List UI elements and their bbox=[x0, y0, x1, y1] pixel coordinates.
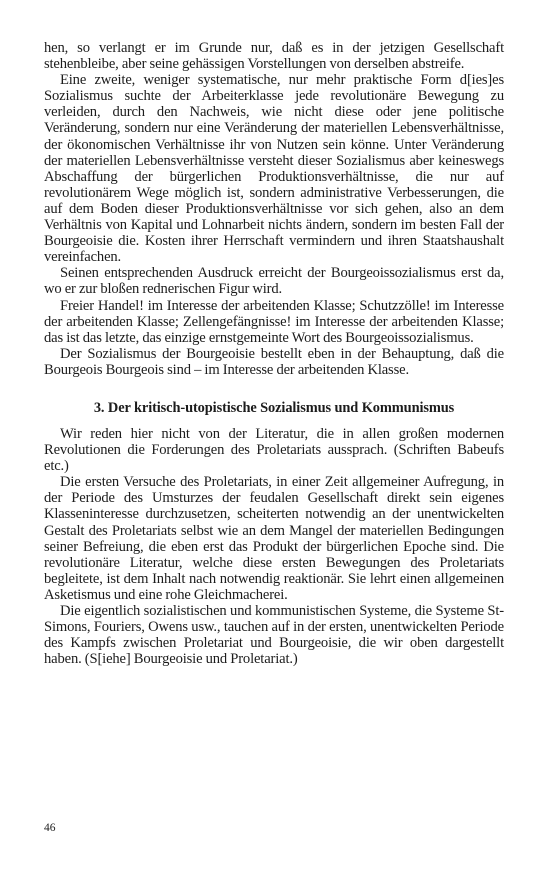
paragraph-bourgeois-socialism: Der Sozialismus der Bourgeoisie bestellt eben in der Behauptung, daß die Bourgeois Bourgeois sind – im Interesse der arbeitenden Klasse. bbox=[44, 345, 504, 378]
paragraph-systems: Die eigentlich sozialistischen und kommunistischen Systeme, die Systeme St-Simons, Fouriers, Owens usw., tauchen auf in der ersten, unentwickelten Periode des Kampfs zwischen Proletariat und Bourgeoisie, die wir oben dargestellt haben. (S[iehe] Bourgeoisie und Proletariat.) bbox=[44, 603, 504, 668]
paragraph-first-attempts: Die ersten Versuche des Proletariats, in einer Zeit allgemeiner Aufregung, in der Periode des Umsturzes der feudalen Gesellschaft direkt sein eigenes Klasseninteresse durchzusetzen, scheiterten notwendig an der unentwickelten Gestalt des Proletariats selbst wie an dem Mangel der materiellen Bedingungen seiner Befreiung, die eben erst das Produkt der bürgerlichen Epoche sind. Die revolutionäre Literatur, welche diese ersten Bewegungen des Proletariats begleitete, ist dem Inhalt nach notwendig reaktionär. Sie lehrt einen allgemeinen Asketismus und eine rohe Gleichmacherei. bbox=[44, 474, 504, 603]
paragraph-free-trade: Freier Handel! im Interesse der arbeitenden Klasse; Schutzzölle! im Interesse der arbeitenden Klasse; Zellengefängnisse! im Interesse der arbeitenden Klasse; das ist das letzte, das einzige ernstgemeinte Wort des Bourgeoissozialismus. bbox=[44, 297, 504, 346]
paragraph-rhetorical-figure: Seinen entsprechenden Ausdruck erreicht der Bourgeoissozialismus erst da, wo er zur bloßen rednerischen Figur wird. bbox=[44, 265, 504, 298]
paragraph-literature: Wir reden hier nicht von der Literatur, die in allen großen modernen Revolutionen die Forderungen des Proletariats aussprach. (Schriften Babeufs etc.) bbox=[44, 425, 504, 475]
section-heading: 3. Der kritisch-utopistische Sozialismus und Kommunismus bbox=[93, 399, 455, 416]
page-number: 46 bbox=[44, 822, 56, 834]
paragraph-practical-socialism: Eine zweite, weniger systematische, nur mehr praktische Form d[ies]es Sozialismus suchte der Arbeiterklasse jede revolutionäre Bewegung zu verleiden, durch den Nachweis, wie nicht diese oder jene politische Veränderung, sondern nur eine Veränderung der materiellen Lebensverhältnisse, der ökonomischen Verhältnisse ihr von Nutzen sein könne. Unter Veränderung der materiellen Lebensverhältnisse versteht dieser Sozialismus aber keineswegs Abschaffung der bürgerlichen Produktionsverhältnisse, die nur auf revolutionärem Wege möglich ist, sondern administrative Verbesserungen, die auf dem Boden dieser Produktionsverhältnisse vor sich gehen, also an dem Verhältnis von Kapital und Lohnarbeit nichts ändern, sondern im besten Fall der Bourgeoisie die. Kosten ihrer Herrschaft vermindern und ihren Staatshaushalt vereinfachen. bbox=[44, 72, 504, 266]
page-body bbox=[44, 40, 504, 667]
paragraph-continuation: hen, so verlangt er im Grunde nur, daß es in der jetzigen Gesellschaft stehenbleibe, aber seine gehässigen Vorstellungen von derselben abstreife. bbox=[44, 40, 504, 73]
